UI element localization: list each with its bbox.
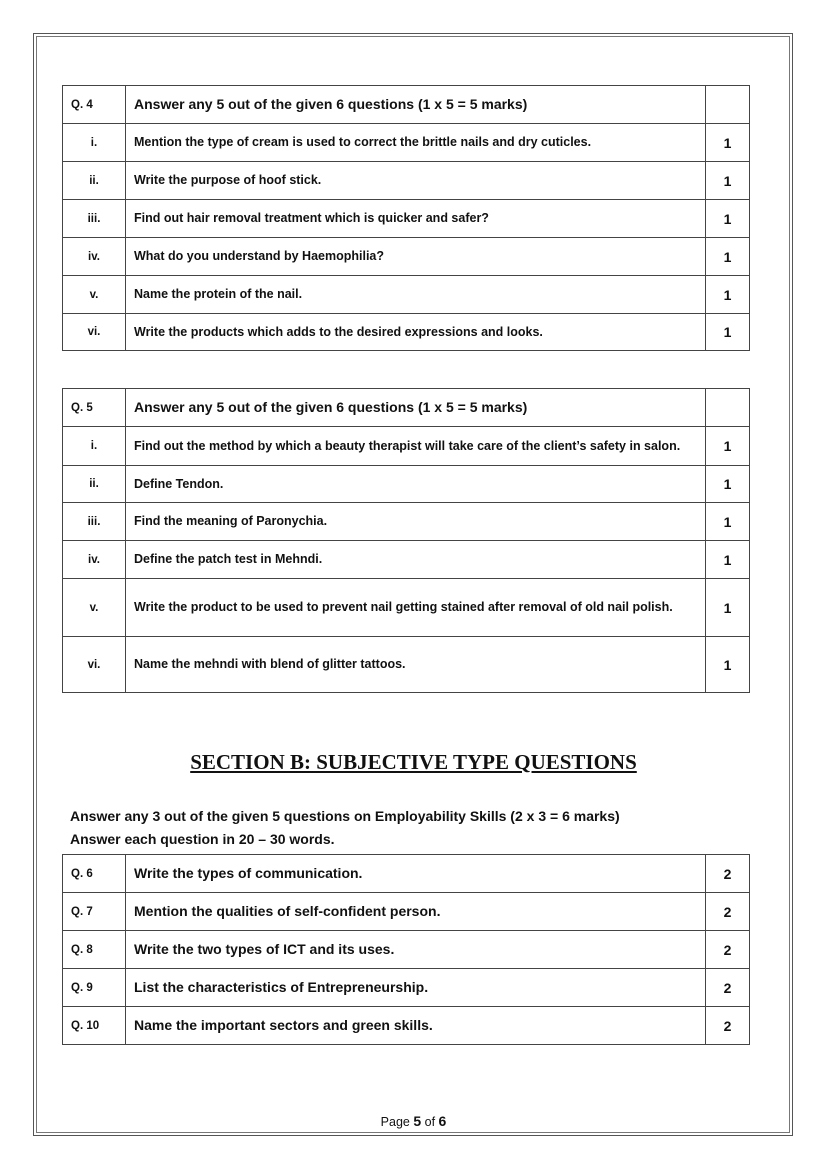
table-row: [63, 200, 750, 238]
page-number: [0, 1113, 827, 1129]
item-number: ii.: [63, 466, 126, 503]
marks: 1: [706, 503, 750, 541]
table-row: [63, 314, 750, 351]
section-b-instruction: Answer any 3 out of the given 5 questions on Employability Skills (2 x 3 = 6 marks): [70, 808, 620, 824]
marks: 2: [706, 855, 750, 893]
question-text: Find out hair removal treatment which is quicker and safer?: [126, 200, 706, 238]
section-b-table: [62, 854, 750, 1045]
question-text: Name the important sectors and green skills.: [126, 1007, 706, 1045]
item-number: iv.: [63, 238, 126, 276]
question-text: Define the patch test in Mehndi.: [126, 541, 706, 579]
question-text: Mention the qualities of self-confident person.: [126, 893, 706, 931]
item-number: Q. 9: [63, 969, 126, 1007]
marks-cell: [706, 389, 750, 427]
item-number: i.: [63, 427, 126, 466]
table-row: [63, 637, 750, 693]
item-number: Q. 10: [63, 1007, 126, 1045]
question-text: Define Tendon.: [126, 466, 706, 503]
table-row: [63, 466, 750, 503]
item-number: vi.: [63, 314, 126, 351]
question-text: Write the purpose of hoof stick.: [126, 162, 706, 200]
question-text: Write the products which adds to the desired expressions and looks.: [126, 314, 706, 351]
question-text: Write the types of communication.: [126, 855, 706, 893]
table-row: [63, 276, 750, 314]
question-instruction: Answer any 5 out of the given 6 questions (1 x 5 = 5 marks): [126, 86, 706, 124]
question-text: Write the two types of ICT and its uses.: [126, 931, 706, 969]
table-row: [63, 893, 750, 931]
marks: 2: [706, 931, 750, 969]
question-instruction: Answer any 5 out of the given 6 questions (1 x 5 = 5 marks): [126, 389, 706, 427]
question-text: Find the meaning of Paronychia.: [126, 503, 706, 541]
marks: 1: [706, 466, 750, 503]
question-4-table: [62, 85, 750, 351]
current-page: 5: [413, 1113, 422, 1129]
question-text: List the characteristics of Entrepreneurship.: [126, 969, 706, 1007]
marks: 1: [706, 238, 750, 276]
item-number: iv.: [63, 541, 126, 579]
table-row: [63, 503, 750, 541]
item-number: Q. 8: [63, 931, 126, 969]
item-number: Q. 7: [63, 893, 126, 931]
question-text: Write the product to be used to prevent nail getting stained after removal of old nail polish.: [126, 579, 706, 637]
of-label: of: [424, 1115, 436, 1129]
section-b-title: SECTION B: SUBJECTIVE TYPE QUESTIONS: [190, 750, 637, 774]
marks: 2: [706, 1007, 750, 1045]
marks: 1: [706, 427, 750, 466]
table-row: [63, 124, 750, 162]
table-row: [63, 1007, 750, 1045]
item-number: Q. 6: [63, 855, 126, 893]
total-pages: 6: [438, 1113, 447, 1129]
question-number: Q. 4: [63, 86, 126, 124]
marks: 1: [706, 162, 750, 200]
marks: 1: [706, 579, 750, 637]
question-text: Find out the method by which a beauty therapist will take care of the client’s safety in salon.: [126, 427, 706, 466]
table-row: [63, 579, 750, 637]
question-header-row: [63, 86, 750, 124]
table-row: [63, 162, 750, 200]
question-5-table: [62, 388, 750, 693]
item-number: v.: [63, 579, 126, 637]
marks: 2: [706, 893, 750, 931]
marks: 1: [706, 541, 750, 579]
marks: 1: [706, 637, 750, 693]
marks-cell: [706, 86, 750, 124]
section-b-word-limit: Answer each question in 20 – 30 words.: [70, 831, 335, 847]
question-text: Mention the type of cream is used to correct the brittle nails and dry cuticles.: [126, 124, 706, 162]
table-row: [63, 931, 750, 969]
item-number: iii.: [63, 503, 126, 541]
item-number: vi.: [63, 637, 126, 693]
question-number: Q. 5: [63, 389, 126, 427]
marks: 1: [706, 276, 750, 314]
item-number: v.: [63, 276, 126, 314]
table-row: [63, 427, 750, 466]
page-label: Page: [380, 1115, 410, 1129]
table-row: [63, 969, 750, 1007]
item-number: i.: [63, 124, 126, 162]
marks: 2: [706, 969, 750, 1007]
marks: 1: [706, 314, 750, 351]
marks: 1: [706, 124, 750, 162]
table-row: [63, 541, 750, 579]
question-text: Name the protein of the nail.: [126, 276, 706, 314]
item-number: iii.: [63, 200, 126, 238]
question-text: What do you understand by Haemophilia?: [126, 238, 706, 276]
marks: 1: [706, 200, 750, 238]
table-row: [63, 238, 750, 276]
question-text: Name the mehndi with blend of glitter tattoos.: [126, 637, 706, 693]
item-number: ii.: [63, 162, 126, 200]
table-row: [63, 855, 750, 893]
question-header-row: [63, 389, 750, 427]
